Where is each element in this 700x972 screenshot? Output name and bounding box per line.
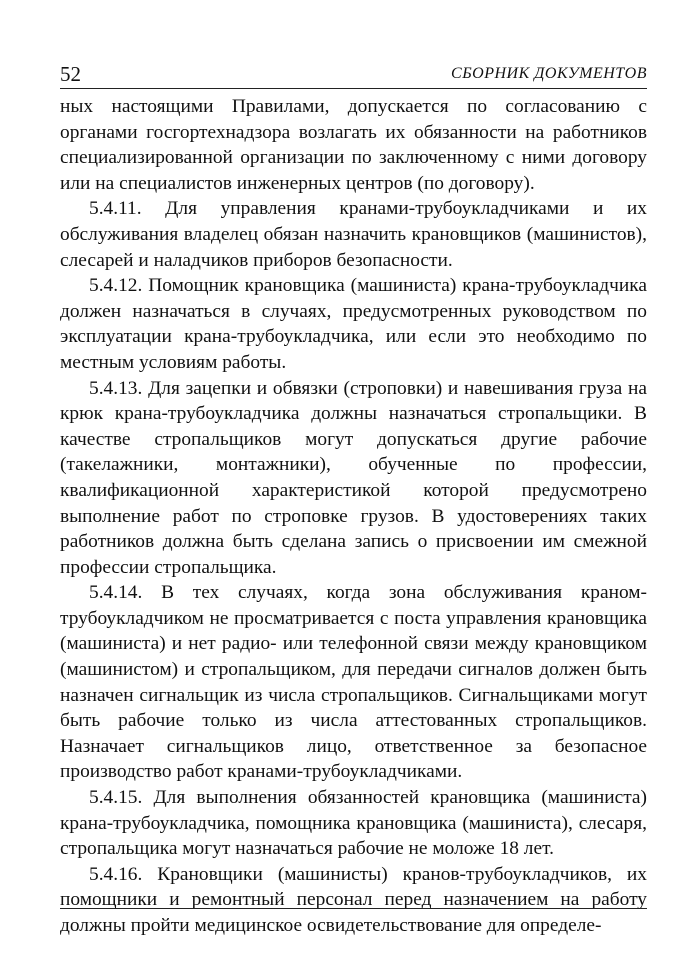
- page-number: 52: [60, 62, 81, 86]
- footer-rule: [60, 908, 647, 909]
- paragraph-5-4-13: 5.4.13. Для зацепки и обвязки (строповки) и навешивания груза на крюк крана-трубоукладчика должны назначаться стропальщики. В качестве стропальщиков могут допускаться другие рабочие (такелажники, монтажники), обученные по профессии, квалификационной характеристикой которой предусмотрено выполнение работ по строповке грузов. В удостоверениях таких работников должна быть сделана запись о присвоении им смежной профессии стропальщика.: [60, 377, 647, 578]
- paragraph-5-4-16: 5.4.16. Крановщики (машинисты) кранов-трубоукладчиков, их помощники и ремонтный персонал перед назначением на работу должны пройти медицинское освидетельствование для определе-: [60, 863, 647, 936]
- paragraph-5-4-12: 5.4.12. Помощник крановщика (машиниста) крана-трубоукладчика должен назначаться в случаях, предусмотренных руководством по эксплуатации крана-трубоукладчика, или если это необходимо по местным условиям работы.: [60, 275, 647, 373]
- paragraph-continuation: ных настоящими Правилами, допускается по согласованию с органами госгортехнадзора возлагать их обязанности на работников специализированной организации по заключенному с ними договору или на специалистов инженерных центров (по договору).: [60, 96, 647, 194]
- document-page: [60, 60, 647, 939]
- body-text: [60, 94, 647, 939]
- paragraph-5-4-11: 5.4.11. Для управления кранами-трубоукладчиками и их обслуживания владелец обязан назначить крановщиков (машинистов), слесарей и наладчиков приборов безопасности.: [60, 198, 647, 271]
- running-header: [60, 60, 647, 89]
- collection-title: СБОРНИК ДОКУМЕНТОВ: [451, 65, 647, 82]
- paragraph-5-4-15: 5.4.15. Для выполнения обязанностей крановщика (машиниста) крана-трубоукладчика, помощника крановщика (машиниста), слесаря, стропальщика могут назначаться рабочие не моложе 18 лет.: [60, 787, 647, 860]
- paragraph-5-4-14: 5.4.14. В тех случаях, когда зона обслуживания краном-трубоукладчиком не просматривается с поста управления крановщика (машиниста) и нет радио- или телефонной связи между крановщиком (машинистом) и стропальщиком, для передачи сигналов должен быть назначен сигнальщик из числа стропальщиков. Сигнальщиками могут быть рабочие только из числа аттестованных стропальщиков. Назначает сигнальщиков лицо, ответственное за безопасное производство работ кранами-трубоукладчиками.: [60, 582, 647, 783]
